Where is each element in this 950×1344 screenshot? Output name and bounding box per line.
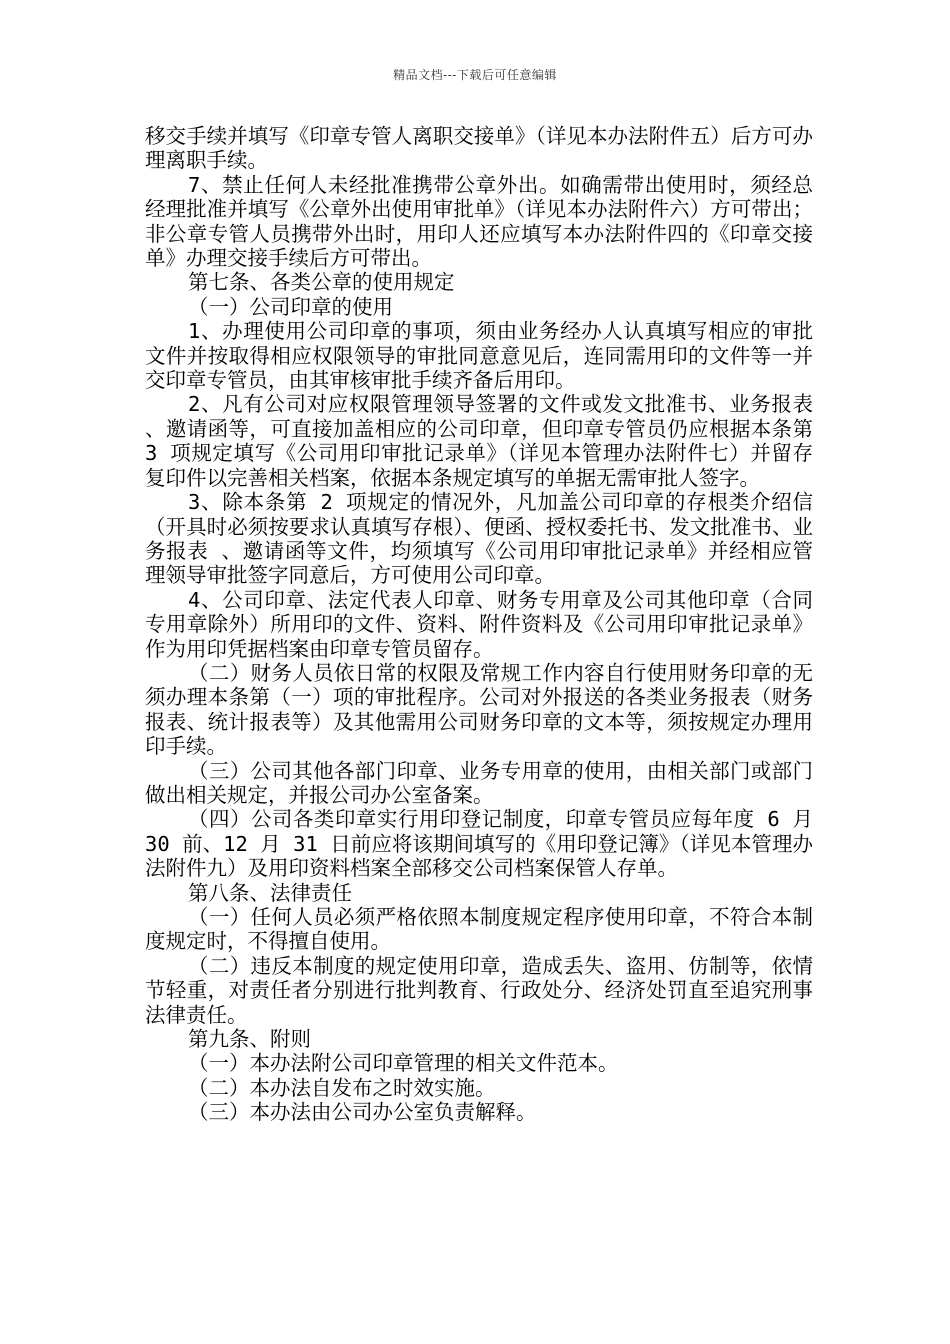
paragraph-item-1: 1、办理使用公司印章的事项，须由业务经办人认真填写相应的审批文件并按取得相应权限领导的审批同意意见后，连同需用印的文件等一并交印章专管员，由其审核审批手续齐备后用印。: [145, 319, 813, 393]
page-header-watermark: 精品文档---下载后可任意编辑: [393, 68, 557, 82]
article-8-item-2: （二）违反本制度的规定使用印章，造成丢失、盗用、仿制等，依情节轻重，对责任者分别进行批判教育、行政处分、经济处罚直至追究刑事法律责任。: [145, 953, 813, 1027]
paragraph-item-7: 7、禁止任何人未经批准携带公章外出。如确需带出使用时，须经总经理批准并填写《公章外出使用审批单》（详见本办法附件六）方可带出；非公章专管人员携带外出时，用印人还应填写本办法附件四的《印章交接单》办理交接手续后方可带出。: [145, 172, 813, 271]
article-9-heading: 第九条、附则: [188, 1027, 311, 1052]
article-7-heading: 第七条、各类公章的使用规定: [188, 270, 455, 295]
article-9-item-1: （一）本办法附公司印章管理的相关文件范本。: [188, 1051, 619, 1076]
section-2-paragraph: （二）财务人员依日常的权限及常规工作内容自行使用财务印章的无须办理本条第（一）项的审批程序。公司对外报送的各类业务报表（财务报表、统计报表等）及其他需用公司财务印章的文本等，须按规定办理用印手续。: [145, 660, 813, 759]
section-4-paragraph: （四）公司各类印章实行用印登记制度，印章专管员应每年度 6 月 30 前、12 月 31 日前应将该期间填写的《用印登记簿》（详见本管理办法附件九）及用印资料档案全部移交公司档案保管人存单。: [145, 807, 813, 881]
document-body: [145, 124, 813, 1125]
article-9-item-3: （三）本办法由公司办公室负责解释。: [188, 1100, 537, 1125]
article-8-heading: 第八条、法律责任: [188, 880, 352, 905]
paragraph-item-3: 3、除本条第 2 项规定的情况外，凡加盖公司印章的存根类介绍信（开具时必须按要求认真填写存根）、便函、授权委托书、发文批准书、业务报表 、邀请函等文件，均须填写《公司用印审批记录单》并经相应管理领导审批签字同意后，方可使用公司印章。: [145, 490, 813, 588]
article-9-item-2: （二）本办法自发布之时效实施。: [188, 1075, 496, 1100]
section-3-paragraph: （三）公司其他各部门印章、业务专用章的使用，由相关部门或部门做出相关规定，并报公司办公室备案。: [145, 758, 813, 807]
paragraph-item-4: 4、公司印章、法定代表人印章、财务专用章及公司其他印章（合同专用章除外）所用印的文件、资料、附件资料及《公司用印审批记录单》作为用印凭据档案由印章专管员留存。: [145, 587, 813, 661]
article-8-item-1: （一）任何人员必须严格依照本制度规定程序使用印章，不符合本制度规定时，不得擅自使用。: [145, 905, 813, 954]
paragraph-handover-continued: 移交手续并填写《印章专管人离职交接单》（详见本办法附件五）后方可办理离职手续。: [145, 124, 813, 173]
paragraph-item-2: 2、凡有公司对应权限管理领导签署的文件或发文批准书、业务报表 、邀请函等，可直接加盖相应的公司印章，但印章专管员仍应根据本条第 3 项规定填写《公司用印审批记录单》（详见本管理办法附件七）并留存复印件以完善相关档案，依据本条规定填写的单据无需审批人签字。: [145, 392, 813, 490]
section-1-heading: （一）公司印章的使用: [188, 294, 393, 319]
